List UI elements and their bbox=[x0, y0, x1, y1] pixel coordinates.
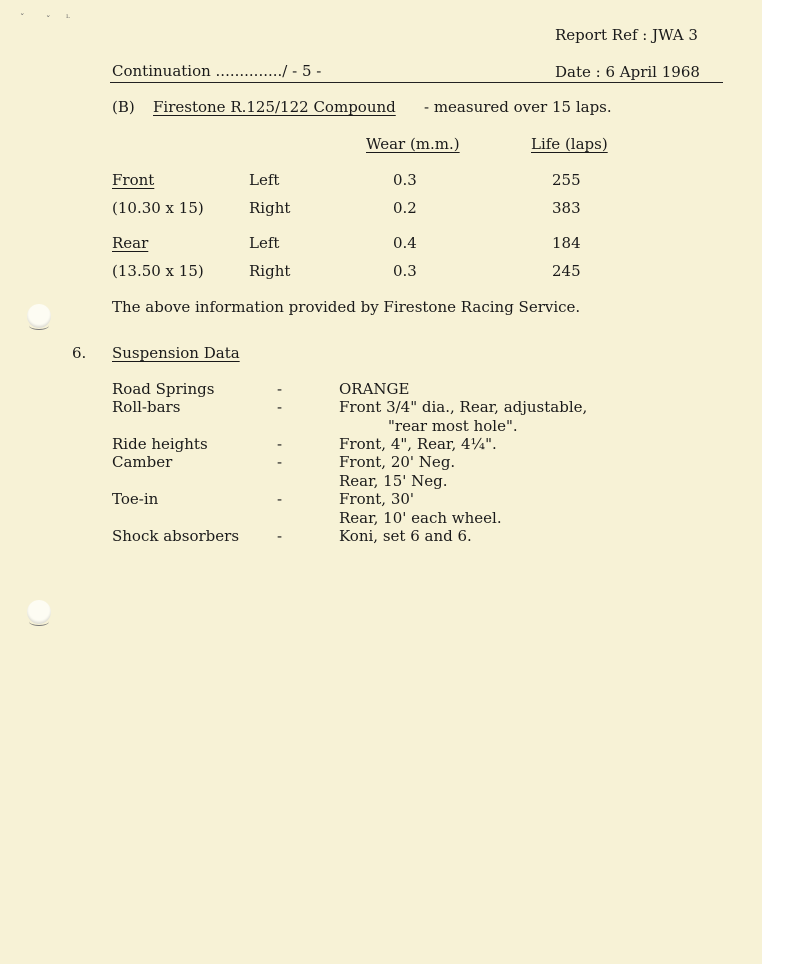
item-value: Front, 20' Neg. bbox=[339, 453, 456, 471]
item-value: ORANGE bbox=[339, 380, 410, 398]
paper-speck: ˇ bbox=[46, 16, 51, 26]
section-title: Suspension Data bbox=[112, 344, 240, 362]
item-value: Front, 30' bbox=[339, 490, 415, 508]
wear-column-header: Wear (m.m.) bbox=[366, 135, 460, 153]
item-value: Front 3/4" dia., Rear, adjustable, bbox=[339, 398, 588, 416]
rear-left-life: 184 bbox=[552, 234, 581, 252]
measured-note: - measured over 15 laps. bbox=[424, 98, 612, 116]
rear-right-wear: 0.3 bbox=[393, 262, 417, 280]
punch-hole bbox=[27, 304, 51, 328]
rear-tyre-size: (13.50 x 15) bbox=[112, 262, 204, 280]
item-label: Camber bbox=[112, 453, 173, 471]
front-left-wear: 0.3 bbox=[393, 171, 417, 189]
front-right-life: 383 bbox=[552, 199, 581, 217]
item-value-continued: Rear, 10' each wheel. bbox=[339, 509, 502, 527]
section-number: 6. bbox=[72, 344, 87, 362]
front-left-life: 255 bbox=[552, 171, 581, 189]
front-right-wear: 0.2 bbox=[393, 199, 417, 217]
rear-right-side: Right bbox=[249, 262, 291, 280]
item-dash: - bbox=[277, 435, 283, 453]
item-dash: - bbox=[277, 527, 283, 545]
item-label: Road Springs bbox=[112, 380, 215, 398]
paper-speck: ᴸ bbox=[66, 14, 70, 24]
front-right-side: Right bbox=[249, 199, 291, 217]
rear-left-wear: 0.4 bbox=[393, 234, 417, 252]
section-b-label: (B) bbox=[112, 98, 135, 116]
item-dash: - bbox=[277, 490, 283, 508]
item-value-continued: "rear most hole". bbox=[388, 417, 518, 435]
item-dash: - bbox=[277, 380, 283, 398]
rear-right-life: 245 bbox=[552, 262, 581, 280]
provided-note: The above information provided by Firestone Racing Service. bbox=[112, 298, 581, 316]
continuation-line: Continuation ............../ - 5 - bbox=[112, 62, 322, 80]
item-dash: - bbox=[277, 453, 283, 471]
item-label: Roll-bars bbox=[112, 398, 181, 416]
life-column-header: Life (laps) bbox=[531, 135, 608, 153]
item-value: Koni, set 6 and 6. bbox=[339, 527, 472, 545]
rear-left-side: Left bbox=[249, 234, 280, 252]
item-value-continued: Rear, 15' Neg. bbox=[339, 472, 448, 490]
item-value: Front, 4", Rear, 4¼". bbox=[339, 435, 497, 453]
compound-title: Firestone R.125/122 Compound bbox=[153, 98, 396, 116]
report-ref: Report Ref : JWA 3 bbox=[555, 26, 698, 44]
header-rule bbox=[110, 82, 723, 83]
front-left-side: Left bbox=[249, 171, 280, 189]
rear-group-label: Rear bbox=[112, 234, 149, 252]
item-label: Toe-in bbox=[112, 490, 159, 508]
front-group-label: Front bbox=[112, 171, 155, 189]
paper-speck: ˇ bbox=[20, 14, 25, 24]
punch-hole bbox=[27, 600, 51, 624]
item-label: Shock absorbers bbox=[112, 527, 240, 545]
report-date: Date : 6 April 1968 bbox=[555, 63, 700, 81]
item-dash: - bbox=[277, 398, 283, 416]
front-tyre-size: (10.30 x 15) bbox=[112, 199, 204, 217]
item-label: Ride heights bbox=[112, 435, 208, 453]
